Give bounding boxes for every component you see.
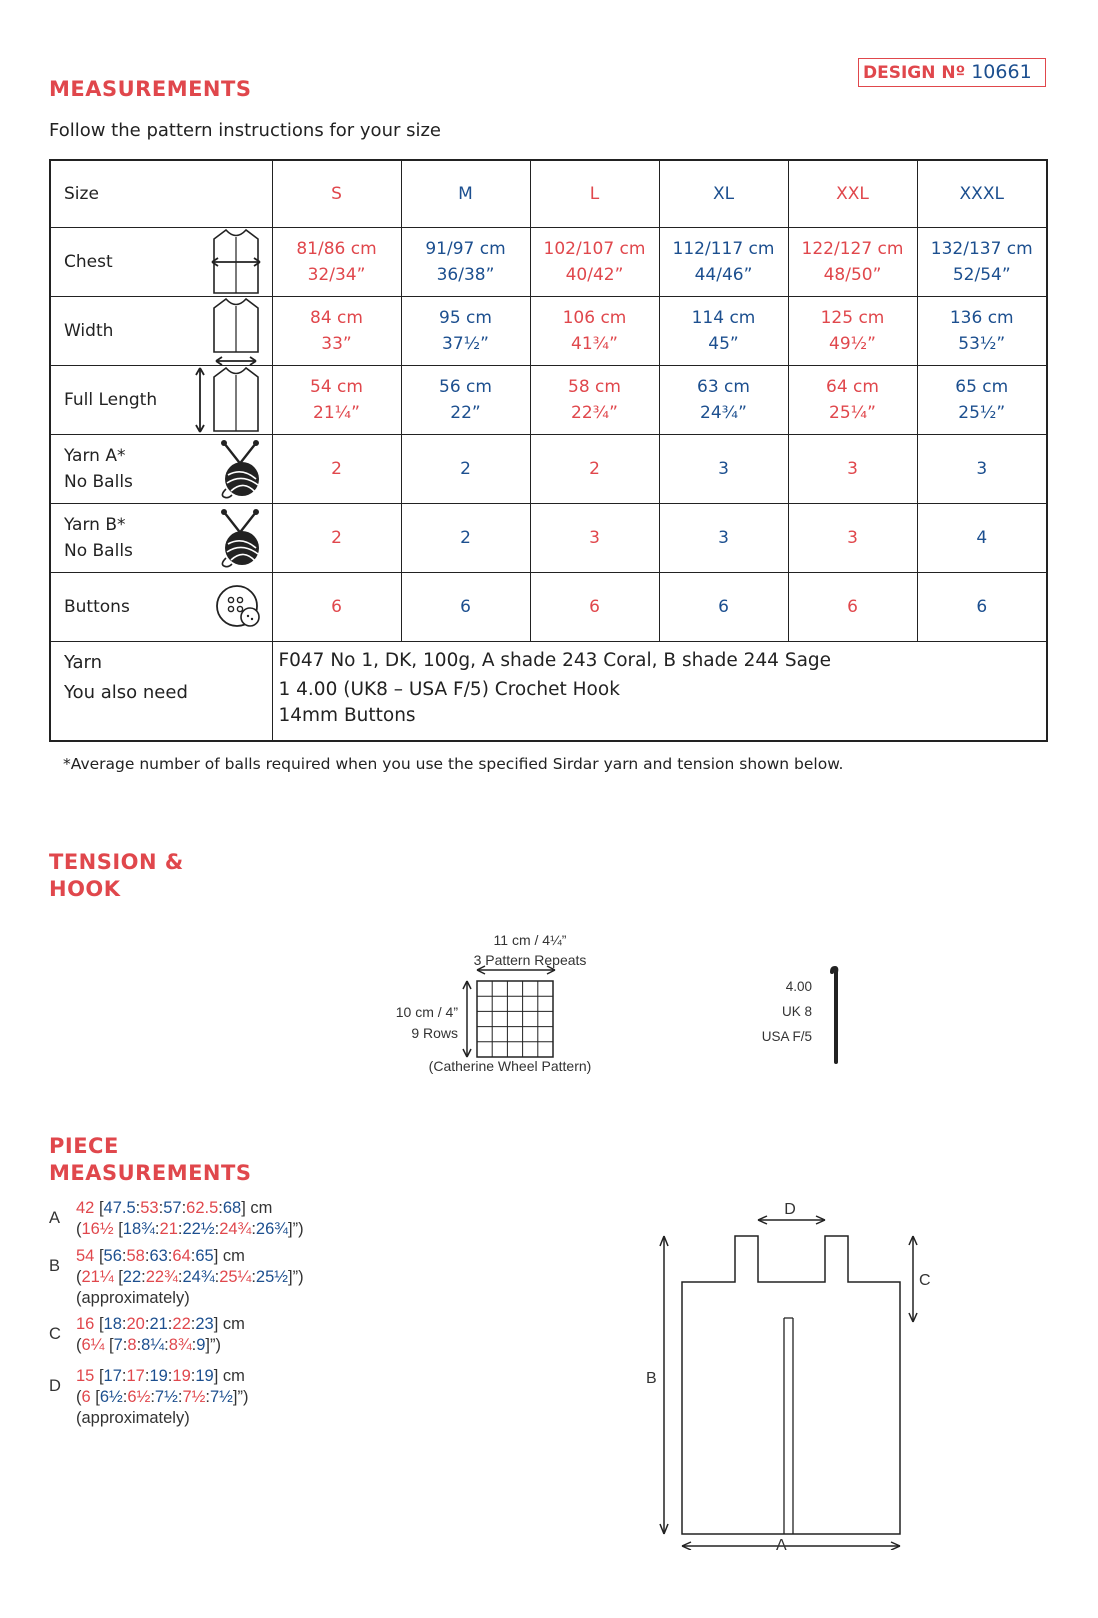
piece-value-segment: 8: [127, 1336, 137, 1354]
value-in: 41¾”: [571, 334, 618, 354]
piece-value-segment: :: [141, 1268, 146, 1286]
value-cell: [788, 366, 917, 435]
value-cell: 3: [530, 504, 659, 573]
piece-value-segment: 47.5: [103, 1199, 136, 1217]
value-cell: 6: [530, 573, 659, 642]
value-cell: 6: [917, 573, 1047, 642]
value-cell: [272, 228, 401, 297]
piece-value-segment: :: [150, 1388, 155, 1406]
value-cell: [530, 366, 659, 435]
piece-value-segment: (: [76, 1336, 82, 1354]
value-cm: 63 cm: [697, 377, 750, 397]
piece-value-segment: ]”): [205, 1336, 221, 1354]
piece-value-segment: :: [144, 1315, 150, 1333]
value-cell: 2: [401, 435, 530, 504]
value-cell: [659, 228, 788, 297]
value-in: 36/38”: [436, 265, 495, 285]
value-cell: 2: [272, 435, 401, 504]
measurements-table: [49, 159, 1048, 742]
piece-value-segment: 63: [149, 1247, 168, 1265]
piece-value-segment: 64: [172, 1247, 191, 1265]
dimension-c-label: C: [919, 1272, 931, 1289]
value-cell: 3: [659, 435, 788, 504]
piece-line: [76, 1198, 469, 1219]
piece-value-segment: 25½: [255, 1268, 289, 1286]
value-cm: 102/107 cm: [543, 239, 646, 259]
piece-value-segment: :: [135, 1199, 141, 1217]
piece-value-segment: :: [154, 1220, 160, 1238]
piece-value-segment: 22½: [182, 1220, 215, 1238]
tension-height-text: 10 cm / 4”: [395, 1004, 458, 1020]
value-cell: [530, 228, 659, 297]
row-label: [64, 512, 133, 564]
value-cell: [917, 297, 1047, 366]
size-cell: L: [530, 160, 659, 228]
requirements-value-cell: [272, 642, 1047, 742]
row-label-cell: [50, 228, 272, 297]
piece-value-segment: 8¼: [141, 1336, 165, 1354]
hook-size-mm: 4.00: [785, 979, 812, 994]
cardigan-width-icon: [208, 296, 264, 366]
hook-size-usa: USA F/5: [761, 1029, 812, 1044]
value-cm: 106 cm: [562, 308, 627, 328]
value-cm: 54 cm: [310, 377, 363, 397]
yarn-ball-icon: [216, 439, 264, 499]
value-in: 48/50”: [823, 265, 882, 285]
value-cm: 125 cm: [820, 308, 885, 328]
size-header-row: [50, 160, 1047, 228]
piece-value-segment: :: [121, 1247, 127, 1265]
also-need-label: You also need: [64, 682, 188, 703]
value-cell: [659, 297, 788, 366]
value-cm: 112/117 cm: [672, 239, 775, 259]
value-cm: 132/137 cm: [930, 239, 1033, 259]
row-label-line-2: No Balls: [64, 472, 133, 492]
size-cell: XXXL: [917, 160, 1047, 228]
size-cell: XL: [659, 160, 788, 228]
piece-value-segment: 6½: [127, 1388, 151, 1406]
dimension-b-label: B: [646, 1370, 657, 1387]
cardigan-length-icon: [194, 365, 264, 435]
piece-value-segment: [: [113, 1268, 123, 1286]
piece-value-segment: :: [214, 1220, 220, 1238]
piece-value-segment: 65: [195, 1247, 214, 1265]
value-cm: 136 cm: [949, 308, 1014, 328]
button-icon: [214, 582, 264, 632]
piece-value-segment: :: [122, 1388, 128, 1406]
value-cm: 114 cm: [691, 308, 756, 328]
piece-value-segment: 57: [163, 1199, 182, 1217]
piece-value-segment: [: [98, 1199, 104, 1217]
piece-heading-line-1: PIECE: [49, 1134, 119, 1158]
value-cell: [917, 228, 1047, 297]
value-in: 25¼”: [829, 403, 876, 423]
value-cm: 122/127 cm: [801, 239, 904, 259]
value-in: 45”: [708, 334, 739, 354]
piece-value-segment: 25¼: [219, 1268, 252, 1286]
value-in: 37½”: [442, 334, 489, 354]
piece-value-segment: ]”): [288, 1268, 304, 1286]
piece-line: [76, 1314, 469, 1335]
piece-value-segment: 53: [140, 1199, 159, 1217]
hook-size-uk: UK 8: [781, 1004, 812, 1019]
value-cell: [272, 297, 401, 366]
garment-schematic: [630, 1190, 950, 1550]
yarn-value: F047 No 1, DK, 100g, A shade 243 Coral, B shade 244 Sage: [278, 650, 832, 671]
piece-value-segment: 8¾: [168, 1336, 192, 1354]
piece-value-segment: 19: [149, 1367, 168, 1385]
piece-value-segment: 21: [149, 1315, 168, 1333]
row-label-cell: [50, 504, 272, 573]
piece-value-segment: :: [191, 1336, 197, 1354]
value-cell: [401, 228, 530, 297]
piece-value-segment: [: [90, 1388, 100, 1406]
piece-value-segment: :: [122, 1336, 128, 1354]
width-row: [50, 297, 1047, 366]
piece-value-segment: (: [76, 1220, 82, 1238]
size-cell: M: [401, 160, 530, 228]
piece-value-segment: 19: [195, 1367, 214, 1385]
piece-value-segment: 58: [126, 1247, 145, 1265]
tension-width-caption: [430, 930, 630, 970]
piece-value-segment: 22¾: [145, 1268, 178, 1286]
piece-value-segment: (: [76, 1268, 82, 1286]
piece-value-segment: 21: [159, 1220, 178, 1238]
value-cm: 84 cm: [310, 308, 363, 328]
piece-value-segment: 7½: [182, 1388, 206, 1406]
value-cm: 95 cm: [439, 308, 492, 328]
yarn-label: Yarn: [64, 652, 103, 673]
intro-text: Follow the pattern instructions for your size: [49, 120, 442, 141]
piece-line: [76, 1408, 469, 1429]
dimension-d-label: D: [784, 1201, 796, 1218]
piece-value-segment: :: [121, 1315, 127, 1333]
size-label-cell: [50, 160, 272, 228]
value-cell: 6: [272, 573, 401, 642]
tension-heading-line-2: HOOK: [49, 877, 121, 901]
tension-height-caption: [370, 1002, 458, 1044]
piece-value-segment: 42: [76, 1199, 99, 1217]
piece-value-segment: 9: [196, 1336, 206, 1354]
design-label: DESIGN Nº: [863, 63, 966, 83]
hook-size-caption: [740, 974, 812, 1049]
piece-value-segment: 7½: [154, 1388, 178, 1406]
tension-heading-line-1: TENSION &: [49, 850, 184, 874]
value-cm: 64 cm: [826, 377, 879, 397]
value-cell: [788, 297, 917, 366]
piece-value-segment: 24¾: [182, 1268, 215, 1286]
value-cell: [401, 366, 530, 435]
requirements-label-cell: [50, 642, 272, 742]
value-in: 32/34”: [307, 265, 366, 285]
value-in: 22”: [450, 403, 481, 423]
piece-value-segment: [: [104, 1336, 114, 1354]
value-in: 40/42”: [565, 265, 624, 285]
value-cell: [401, 297, 530, 366]
piece-value-segment: 68: [222, 1199, 242, 1217]
piece-heading-line-2: MEASUREMENTS: [49, 1161, 252, 1185]
value-cell: [530, 297, 659, 366]
piece-value-segment: 22: [122, 1268, 142, 1286]
piece-value-segment: :: [181, 1199, 187, 1217]
piece-value-segment: 7: [113, 1336, 123, 1354]
piece-value-segment: :: [177, 1268, 183, 1286]
piece-value-segment: (approximately): [76, 1409, 190, 1427]
cardigan-chest-icon: [208, 227, 264, 297]
piece-value-segment: 6½: [99, 1388, 123, 1406]
piece-measurements-list: [49, 1198, 469, 1432]
piece-value-segment: :: [214, 1268, 220, 1286]
row-label: Buttons: [64, 597, 130, 617]
design-number: 10661: [971, 61, 1032, 83]
piece-value-segment: :: [190, 1315, 196, 1333]
piece-value-segment: (approximately): [76, 1289, 190, 1307]
piece-value-segment: ] cm: [213, 1247, 245, 1265]
hook-requirement: 1 4.00 (UK8 – USA F/5) Crochet Hook: [278, 679, 620, 700]
value-cell: 2: [530, 435, 659, 504]
piece-value-segment: :: [167, 1367, 173, 1385]
piece-item-b: [49, 1246, 469, 1314]
piece-value-segment: 24¾: [219, 1220, 252, 1238]
piece-value-segment: :: [158, 1199, 164, 1217]
value-in: 44/46”: [694, 265, 753, 285]
value-in: 25½”: [958, 403, 1006, 423]
yarn-b-row: [50, 504, 1047, 573]
piece-value-segment: :: [251, 1268, 256, 1286]
yarn-ball-icon: [216, 508, 264, 568]
piece-item-d: [49, 1366, 469, 1432]
piece-value-segment: 20: [126, 1315, 145, 1333]
value-cell: 6: [788, 573, 917, 642]
row-label: Chest: [64, 252, 113, 272]
piece-value-segment: 7½: [209, 1388, 233, 1406]
value-cell: 3: [788, 504, 917, 573]
full-length-row: [50, 366, 1047, 435]
piece-value-segment: 26¾: [255, 1220, 289, 1238]
tension-rows-text: 9 Rows: [411, 1025, 458, 1041]
tension-square-diagram: [455, 965, 565, 1060]
piece-letter: B: [49, 1257, 61, 1275]
yarn-requirements-row: [50, 642, 1047, 742]
piece-value-segment: :: [144, 1247, 150, 1265]
value-cell: [917, 366, 1047, 435]
piece-line: [76, 1267, 469, 1288]
value-cm: 65 cm: [955, 377, 1009, 397]
piece-value-segment: ]”): [232, 1388, 249, 1406]
value-in: 21¼”: [313, 403, 360, 423]
tension-heading: [49, 849, 184, 903]
value-cell: 2: [401, 504, 530, 573]
row-label-cell: [50, 435, 272, 504]
piece-value-segment: [: [113, 1220, 123, 1238]
row-label-cell: [50, 297, 272, 366]
pattern-caption: (Catherine Wheel Pattern): [428, 1058, 592, 1074]
size-label: Size: [64, 184, 99, 204]
value-cm: 56 cm: [439, 377, 492, 397]
piece-letter: D: [49, 1377, 61, 1395]
piece-value-segment: :: [177, 1220, 183, 1238]
piece-value-segment: [: [98, 1247, 104, 1265]
size-cell: S: [272, 160, 401, 228]
value-cm: 91/97 cm: [425, 239, 506, 259]
piece-value-segment: :: [218, 1199, 223, 1217]
piece-measurements-heading: [49, 1133, 251, 1187]
yarn-a-row: [50, 435, 1047, 504]
value-cell: 4: [917, 504, 1047, 573]
row-label-line-1: Yarn A*: [64, 446, 126, 466]
piece-value-segment: 22: [172, 1315, 191, 1333]
piece-line: [76, 1288, 469, 1309]
piece-value-segment: :: [121, 1367, 127, 1385]
piece-value-segment: ]”): [288, 1220, 304, 1238]
value-cell: 6: [401, 573, 530, 642]
value-cell: 3: [917, 435, 1047, 504]
row-label-line-1: Yarn B*: [64, 515, 126, 535]
tension-repeats-text: 3 Pattern Repeats: [473, 952, 587, 968]
chest-row: [50, 228, 1047, 297]
piece-item-a: [49, 1198, 469, 1246]
piece-value-segment: 23: [195, 1315, 214, 1333]
row-label-cell: [50, 573, 272, 642]
value-in: 49½”: [829, 334, 876, 354]
value-in: 53½”: [958, 334, 1006, 354]
value-cell: 6: [659, 573, 788, 642]
row-label: Width: [64, 321, 114, 341]
design-number-box: [858, 58, 1046, 87]
footnote: *Average number of balls required when you use the specified Sirdar yarn and tension shown below.: [63, 755, 844, 773]
piece-line: [76, 1335, 469, 1356]
piece-line: [76, 1387, 469, 1408]
piece-value-segment: 17: [103, 1367, 122, 1385]
piece-value-segment: 21¼: [81, 1268, 114, 1286]
piece-value-segment: :: [190, 1247, 196, 1265]
piece-value-segment: [: [98, 1315, 104, 1333]
piece-value-segment: 62.5: [186, 1199, 219, 1217]
value-cell: 3: [659, 504, 788, 573]
value-cm: 81/86 cm: [296, 239, 377, 259]
value-in: 33”: [321, 334, 352, 354]
row-label-line-2: No Balls: [64, 541, 133, 561]
piece-value-segment: :: [177, 1388, 183, 1406]
value-cell: [272, 366, 401, 435]
dimension-a-label: A: [776, 1537, 787, 1554]
piece-item-c: [49, 1314, 469, 1366]
crochet-hook-icon: [826, 966, 844, 1064]
piece-value-segment: [: [98, 1367, 104, 1385]
piece-value-segment: 54: [76, 1247, 99, 1265]
piece-value-segment: :: [167, 1247, 173, 1265]
value-in: 52/54”: [952, 265, 1011, 285]
piece-value-segment: 15: [76, 1367, 99, 1385]
piece-value-segment: :: [136, 1336, 142, 1354]
piece-value-segment: 16: [76, 1315, 99, 1333]
size-cell: XXL: [788, 160, 917, 228]
piece-value-segment: (: [76, 1388, 82, 1406]
value-cell: [659, 366, 788, 435]
piece-value-segment: :: [164, 1336, 169, 1354]
piece-value-segment: 6¼: [81, 1336, 105, 1354]
piece-value-segment: 18: [103, 1315, 122, 1333]
piece-value-segment: :: [190, 1367, 196, 1385]
piece-value-segment: 19: [172, 1367, 191, 1385]
piece-value-segment: ] cm: [241, 1199, 273, 1217]
piece-value-segment: ] cm: [213, 1315, 245, 1333]
tension-width-text: 11 cm / 4¼”: [493, 932, 567, 948]
piece-value-segment: 17: [126, 1367, 145, 1385]
value-cell: 3: [788, 435, 917, 504]
row-label-cell: [50, 366, 272, 435]
piece-line: [76, 1219, 469, 1240]
piece-value-segment: ] cm: [213, 1367, 245, 1385]
row-label: Full Length: [64, 390, 158, 410]
piece-line: [76, 1246, 469, 1267]
buttons-requirement: 14mm Buttons: [278, 705, 416, 726]
value-cm: 58 cm: [568, 377, 621, 397]
piece-value-segment: :: [251, 1220, 256, 1238]
piece-letter: C: [49, 1325, 61, 1343]
piece-value-segment: 56: [103, 1247, 122, 1265]
row-label: [64, 443, 133, 495]
piece-value-segment: :: [144, 1367, 150, 1385]
piece-value-segment: 16½: [81, 1220, 114, 1238]
piece-value-segment: :: [167, 1315, 173, 1333]
value-in: 22¾”: [571, 403, 618, 423]
value-in: 24¾”: [700, 403, 747, 423]
piece-line: [76, 1366, 469, 1387]
measurements-heading: MEASUREMENTS: [49, 77, 252, 101]
piece-value-segment: :: [205, 1388, 210, 1406]
value-cell: 2: [272, 504, 401, 573]
value-cell: [788, 228, 917, 297]
piece-value-segment: 6: [81, 1388, 91, 1406]
piece-value-segment: 18¾: [122, 1220, 155, 1238]
piece-letter: A: [49, 1209, 61, 1227]
buttons-row: [50, 573, 1047, 642]
